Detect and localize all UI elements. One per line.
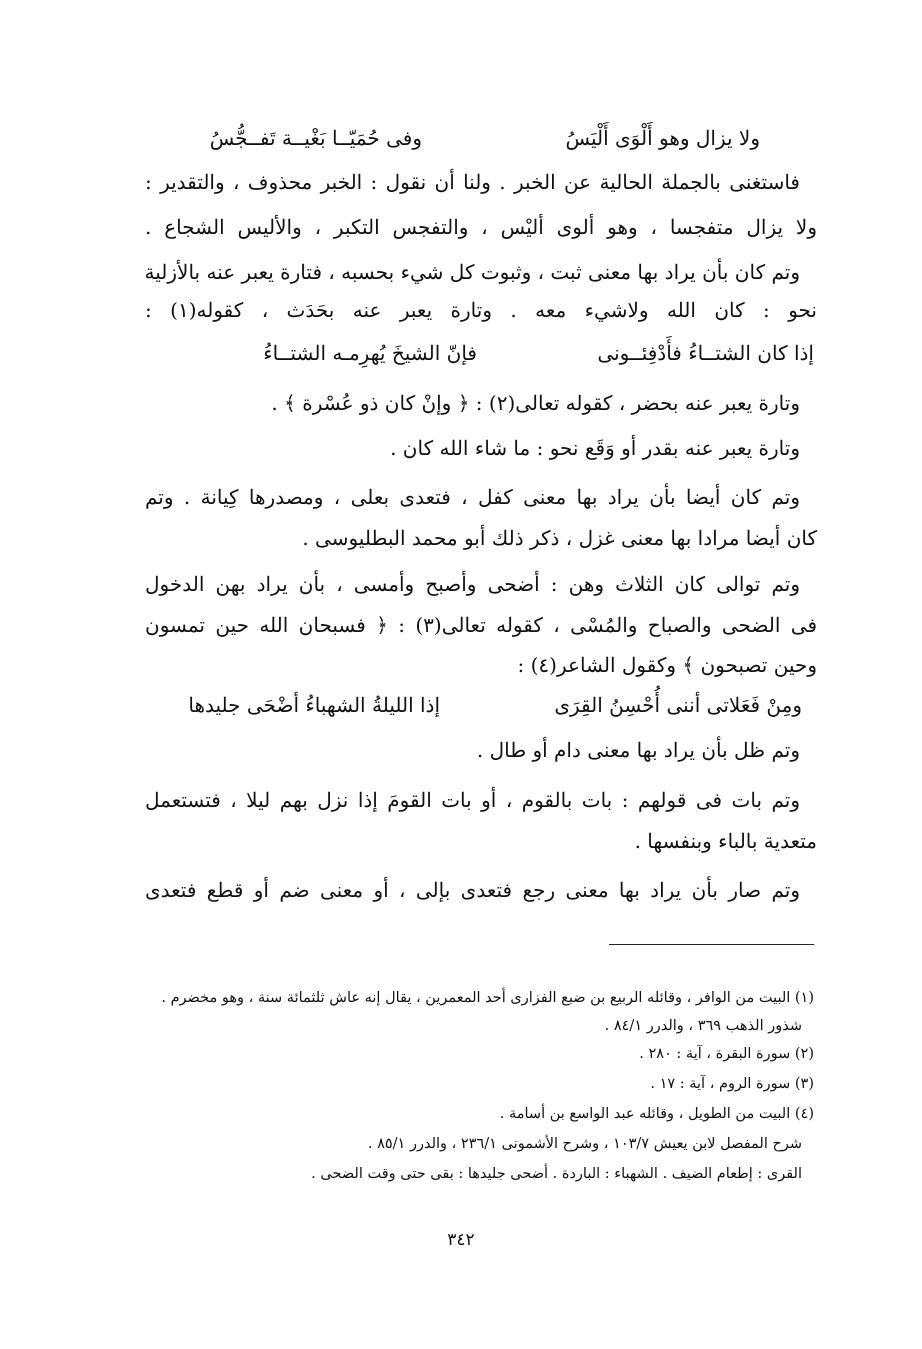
footnote-4-gloss: القرى : إطعام الضيف . الشهباء : الباردة . أضحى جليدها : بقى حتى وقت الضحى . <box>311 1166 802 1182</box>
text-line: متعدية بالباء وبنفسها . <box>634 829 817 853</box>
footnote-2: (٢) سورة البقرة ، آية : ٢٨٠ . <box>639 1046 814 1062</box>
verse-2-second-hemistich: فإنّ الشيخَ يُهرِمـه الشتــاءُ <box>263 341 477 365</box>
verse-3-second-hemistich: إذا الليلةُ الشهباءُ أضْحَى جليدها <box>188 693 440 717</box>
text-line: وحين تصبحون ﴾ وكقول الشاعر(٤) : <box>517 653 817 677</box>
text-line: وتارة يعبر عنه بقدر أو وَقَع نحو : ما شاء الله كان . <box>390 436 800 460</box>
text-line: وتم توالى كان الثلاث وهن : أضحى وأصبح وأمسى ، بأن يراد بهن الدخول <box>145 572 800 596</box>
footnote-3: (٣) سورة الروم ، آية : ١٧ . <box>650 1076 814 1092</box>
text-line: وتم ظل بأن يراد بها معنى دام أو طال . <box>476 738 800 762</box>
verse-1-second-hemistich: ولا يزال وهو أَلْوَى أَلْيَسُ <box>565 126 760 150</box>
text-line: وتم صار بأن يراد بها معنى رجع فتعدى بإلى ، أو معنى ضم أو قطع فتعدى <box>145 878 800 902</box>
footnote-1-source: شذور الذهب ٣٦٩ ، والدرر ٨٤/١ . <box>604 1018 802 1034</box>
text-line: نحو : كان الله ولاشيء معه . وتارة يعبر عنه بحَدَث ، كقوله(١) : <box>145 298 818 322</box>
text-line: وتم كان بأن يراد بها معنى ثبت ، وثبوت كل شيء بحسبه ، فتارة يعبر عنه بالأزلية <box>144 260 800 284</box>
text-line: فاستغنى بالجملة الحالية عن الخبر . ولنا أن نقول : الخبر محذوف ، والتقدير : <box>145 170 800 194</box>
text-line: وتم بات فى قولهم : بات بالقوم ، أو بات القومَ إذا نزل بهم ليلا ، فتستعمل <box>145 788 800 812</box>
verse-1-first-hemistich: وفى حُمَيّــا بَغْيــة تَفــجُّسُ <box>209 126 422 150</box>
page-number: ٣٤٢ <box>447 1230 475 1250</box>
text-line: فى الضحى والصباح والمُسْى ، كقوله تعالى(٣) : ﴿ فسبحان الله حين تمسون <box>145 613 818 637</box>
footnote-4: (٤) البيت من الطويل ، وقائله عبد الواسع بن أسامة . <box>499 1106 814 1122</box>
text-line: ولا يزال متفجسا ، وهو ألوى أليْس ، والتفجس التكبر ، والأليس الشجاع . <box>145 215 817 239</box>
footnote-1: (١) البيت من الوافر ، وقائله الربيع بن ضبع الفزارى أحد المعمرين ، يقال إنه عاش ثلثمائة سنة ، وهو مخضرم . <box>161 990 814 1006</box>
footnote-separator <box>609 944 814 945</box>
text-line: وتم كان أيضا بأن يراد بها معنى كفل ، فتعدى بعلى ، ومصدرها كِيانة . وتم <box>145 485 800 509</box>
footnote-4-source: شرح المفصل لابن يعيش ١٠٣/٧ ، وشرح الأشمونى ٢٣٦/١ ، والدرر ٨٥/١ . <box>367 1136 802 1152</box>
text-line: وتارة يعبر عنه بحضر ، كقوله تعالى(٢) : ﴿ وإنْ كان ذو عُسْرة ﴾ . <box>271 391 800 415</box>
verse-3-first-hemistich: ومِنْ فَعَلاتى أننى أُحْسِنُ القِرَى <box>554 693 802 717</box>
text-line: كان أيضا مرادا بها معنى غزل ، ذكر ذلك أبو محمد البطليوسى . <box>302 526 817 550</box>
verse-2-first-hemistich: إذا كان الشتــاءُ فأَدْفِئــونى <box>597 341 814 365</box>
